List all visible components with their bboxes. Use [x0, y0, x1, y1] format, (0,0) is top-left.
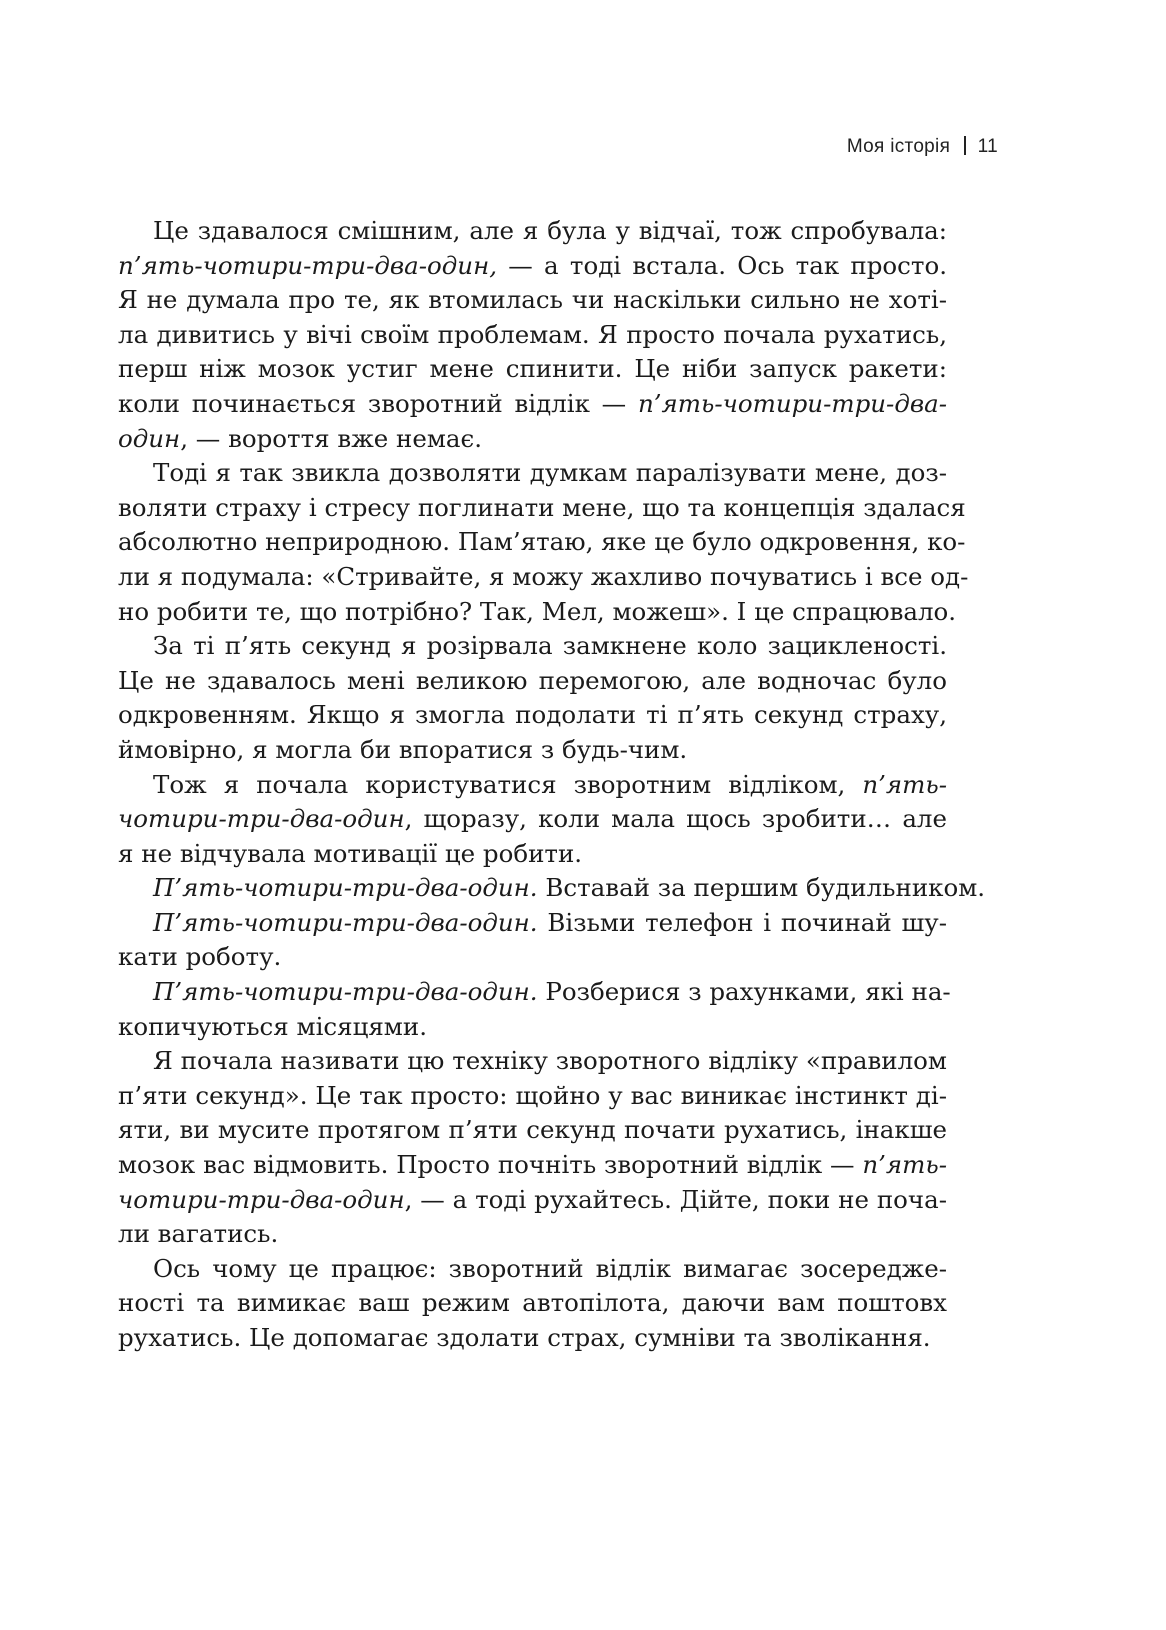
text-run: ли я подумала: «Стривайте, я можу жахливо почуватись і все од- — [118, 561, 969, 591]
text-run: Я почала називати цю техніку зворотного відліку «правилом — [153, 1046, 947, 1076]
text-run: кати роботу. — [118, 942, 282, 972]
text-line — [118, 1044, 947, 1079]
page-number: 11 — [977, 136, 998, 157]
text-run: Я не думала про те, як втомилась чи наскільки сильно не хоті- — [118, 285, 947, 315]
text-line — [118, 560, 969, 595]
text-line — [118, 837, 947, 872]
text-run: , щоразу, коли мала щось зробити… але — [404, 804, 947, 834]
text-run: но робити те, що потрібно? Так, Мел, можеш». І це спрацювало. — [118, 596, 957, 626]
text-run: Ось чому це працює: зворотний відлік вимагає зосередже- — [153, 1253, 947, 1283]
text-line — [118, 491, 966, 526]
text-run: воляти страху і стресу поглинати мене, що та концепція здалася — [118, 492, 966, 522]
text-run: абсолютно неприродною. Пам’ятаю, яке це було одкровення, ко- — [118, 527, 966, 557]
italic-text: п’ять- — [862, 1150, 947, 1180]
paragraph — [118, 768, 947, 872]
text-run: — а тоді встала. Ось так просто. — [497, 250, 947, 280]
paragraph — [118, 975, 951, 1044]
text-line — [118, 1286, 947, 1321]
text-line — [118, 1321, 947, 1356]
paragraph — [118, 906, 947, 975]
text-run: Тоді я так звикла дозволяти думкам паралізувати мене, доз- — [153, 458, 947, 488]
text-run: ли вагатись. — [118, 1219, 279, 1249]
text-line — [118, 906, 947, 941]
italic-text: П’ять-чотири-три-два-один. — [153, 907, 538, 937]
paragraph — [118, 629, 947, 767]
paragraph — [118, 871, 986, 906]
text-run: яти, ви мусите протягом п’яти секунд почати рухатись, інакше — [118, 1115, 947, 1145]
text-run: Розберися з рахунками, які на- — [537, 977, 951, 1007]
text-line — [118, 768, 947, 803]
text-run: коли починається зворотний відлік — — [118, 388, 638, 418]
text-run: Вставай за першим будильником. — [537, 873, 986, 903]
text-run: Тож я почала користуватися зворотним відліком, — [153, 769, 863, 799]
text-line — [118, 249, 947, 284]
text-run: копичуються місяцями. — [118, 1011, 427, 1041]
text-run: я не відчувала мотивації це робити. — [118, 838, 583, 868]
body-text — [118, 214, 986, 1356]
text-run: , — вороття вже немає. — [180, 423, 483, 453]
text-line — [118, 1113, 947, 1148]
italic-text: чотири-три-два-один — [118, 1184, 405, 1214]
text-line — [118, 1252, 947, 1287]
text-line — [118, 422, 947, 457]
running-head — [847, 136, 998, 158]
text-line — [118, 456, 947, 491]
text-run: одкровенням. Якщо я змогла подолати ті п’ять секунд страху, — [118, 700, 947, 730]
text-run: п’яти секунд». Це так просто: щойно у вас виникає інстинкт ді- — [118, 1080, 947, 1110]
text-line — [118, 733, 947, 768]
text-line — [118, 1183, 947, 1218]
text-line — [118, 1079, 947, 1114]
text-line — [118, 525, 966, 560]
text-run: ла дивитись у вічі своїм проблемам. Я просто почала рухатись, — [118, 319, 947, 349]
text-line — [118, 629, 947, 664]
text-line — [118, 975, 951, 1010]
paragraph — [118, 214, 947, 456]
text-line — [118, 940, 947, 975]
text-run: перш ніж мозок устиг мене спинити. Це ніби запуск ракети: — [118, 354, 947, 384]
running-head-title: Моя історія — [846, 136, 951, 157]
paragraph — [118, 456, 969, 629]
italic-text: п’ять-чотири-три-два- — [637, 388, 947, 418]
text-line — [118, 664, 947, 699]
text-line — [118, 318, 947, 353]
text-line — [118, 802, 947, 837]
text-line — [118, 1010, 947, 1045]
running-head-divider — [964, 136, 966, 155]
text-run: рухатись. Це допомагає здолати страх, сумніви та зволікання. — [118, 1323, 931, 1352]
text-line — [118, 214, 947, 249]
italic-text: П’ять-чотири-три-два-один. — [153, 873, 538, 903]
italic-text: чотири-три-два-один — [118, 804, 405, 834]
text-line — [118, 595, 957, 630]
italic-text: п’ять- — [862, 769, 947, 799]
text-line — [118, 698, 947, 733]
text-run: Це здавалося смішним, але я була у відчаї, тож спробувала: — [153, 216, 947, 245]
italic-text: один — [118, 423, 181, 453]
paragraph — [118, 1252, 947, 1356]
text-run: Це не здавалось мені великою перемогою, але водночас було — [118, 665, 947, 695]
text-run: ності та вимикає ваш режим автопілота, даючи вам поштовх — [118, 1288, 947, 1318]
text-line — [118, 283, 947, 318]
text-line — [118, 871, 986, 906]
paragraph — [118, 1044, 947, 1252]
text-run: , — а тоді рухайтесь. Дійте, поки не поча- — [404, 1184, 947, 1214]
italic-text: П’ять-чотири-три-два-один. — [153, 977, 538, 1007]
text-line — [118, 352, 947, 387]
text-run: За ті п’ять секунд я розірвала замкнене коло зацикленості. — [153, 631, 947, 661]
text-run: мозок вас відмовить. Просто почніть зворотний відлік — — [118, 1150, 863, 1180]
italic-text: п’ять-чотири-три-два-один, — [118, 250, 498, 280]
text-run: Візьми телефон і починай шу- — [537, 907, 947, 937]
text-line — [118, 387, 947, 422]
text-line — [118, 1148, 947, 1183]
text-line — [118, 1217, 947, 1252]
text-run: ймовірно, я могла би впоратися з будь-чим. — [118, 734, 688, 764]
